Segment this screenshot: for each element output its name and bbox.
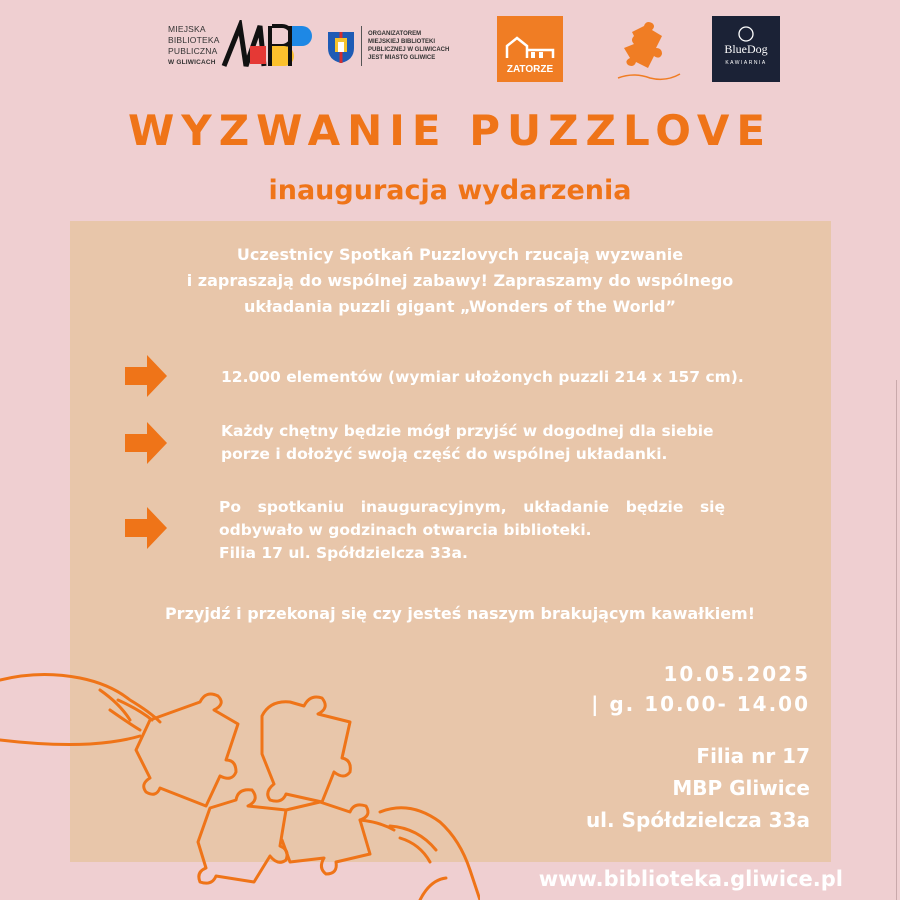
intro-text [110,242,810,320]
bullet-elements: 12.000 elementów (wymiar ułożonych puzzli 214 x 157 cm). [221,368,744,386]
mbp-logo-icon [212,20,312,70]
gliwice-crest-icon [326,30,356,64]
mbp-city: W GLIWICACH [168,59,216,66]
arrow-right-icon [125,422,167,464]
organizer-line-1: ORGANIZATOREM [368,31,422,37]
puzzle-piece-logo-icon [614,18,684,84]
intro-line-1: Uczestnicy Spotkań Puzzlovych rzucają wyzwanie [236,245,684,264]
organizer-line-4: JEST MIASTO GLIWICE [368,55,436,61]
intro-line-3: układania puzzli gigant „Wonders of the World” [243,297,677,316]
organizer-text [368,30,449,62]
event-place-street: ul. Spółdzielcza 33a [585,808,810,832]
event-date-hours: | g. 10.00- 14.00 [591,692,810,716]
website-url[interactable]: www.biblioteka.gliwice.pl [538,867,843,891]
mbp-line-2: BIBLIOTEKA [168,35,220,45]
bluedog-name: BlueDog [724,42,768,56]
intro-line-2: i zapraszają do wspólnej zabawy! Zapraszamy do wspólnego [186,271,734,290]
hands-puzzle-illustration [0,650,480,900]
page-title: WYZWANIE PUZZLOVE [127,106,773,155]
zatorze-label: ZATORZE [506,64,554,75]
organizer-line-2: MIEJSKIEJ BIBLIOTEKI [368,39,436,45]
bullet-participation-line-1: Każdy chętny będzie mógł przyjść w dogodnej dla siebie [221,422,714,440]
arrow-right-icon [125,507,167,549]
bullet-participation [221,420,741,466]
organizer-line-3: PUBLICZNEJ W GLIWICACH [368,47,450,53]
event-date-day: 10.05.2025 [663,662,810,686]
bullet-schedule [219,496,725,565]
event-date [591,659,810,719]
bullet-participation-line-2: porze i dołożyć swoją część do wspólnej układanki. [221,445,668,463]
organizer-divider [361,26,362,66]
bullet-schedule-line-3: Filia 17 ul. Spółdzielcza 33a. [219,544,468,562]
bullet-schedule-line-1: Po spotkaniu inauguracyjnym, układanie będzie się [219,498,725,516]
right-edge-line [896,380,897,900]
arrow-right-icon [125,355,167,397]
building-icon [497,16,563,66]
call-to-action: Przyjdź i przekonaj się czy jesteś naszym brakującym kawałkiem! [164,604,756,623]
bullet-schedule-line-2: odbywało w godzinach otwarcia biblioteki. [219,521,592,539]
event-place [586,740,810,836]
bluedog-subtitle: KAWIARNIA [725,60,767,66]
mbp-line-3: PUBLICZNA [168,46,218,56]
page-subtitle: inauguracja wydarzenia [268,175,632,206]
event-place-branch: Filia nr 17 [696,744,810,768]
mbp-line-1: MIEJSKA [168,24,206,34]
event-place-library: MBP Gliwice [672,776,810,800]
